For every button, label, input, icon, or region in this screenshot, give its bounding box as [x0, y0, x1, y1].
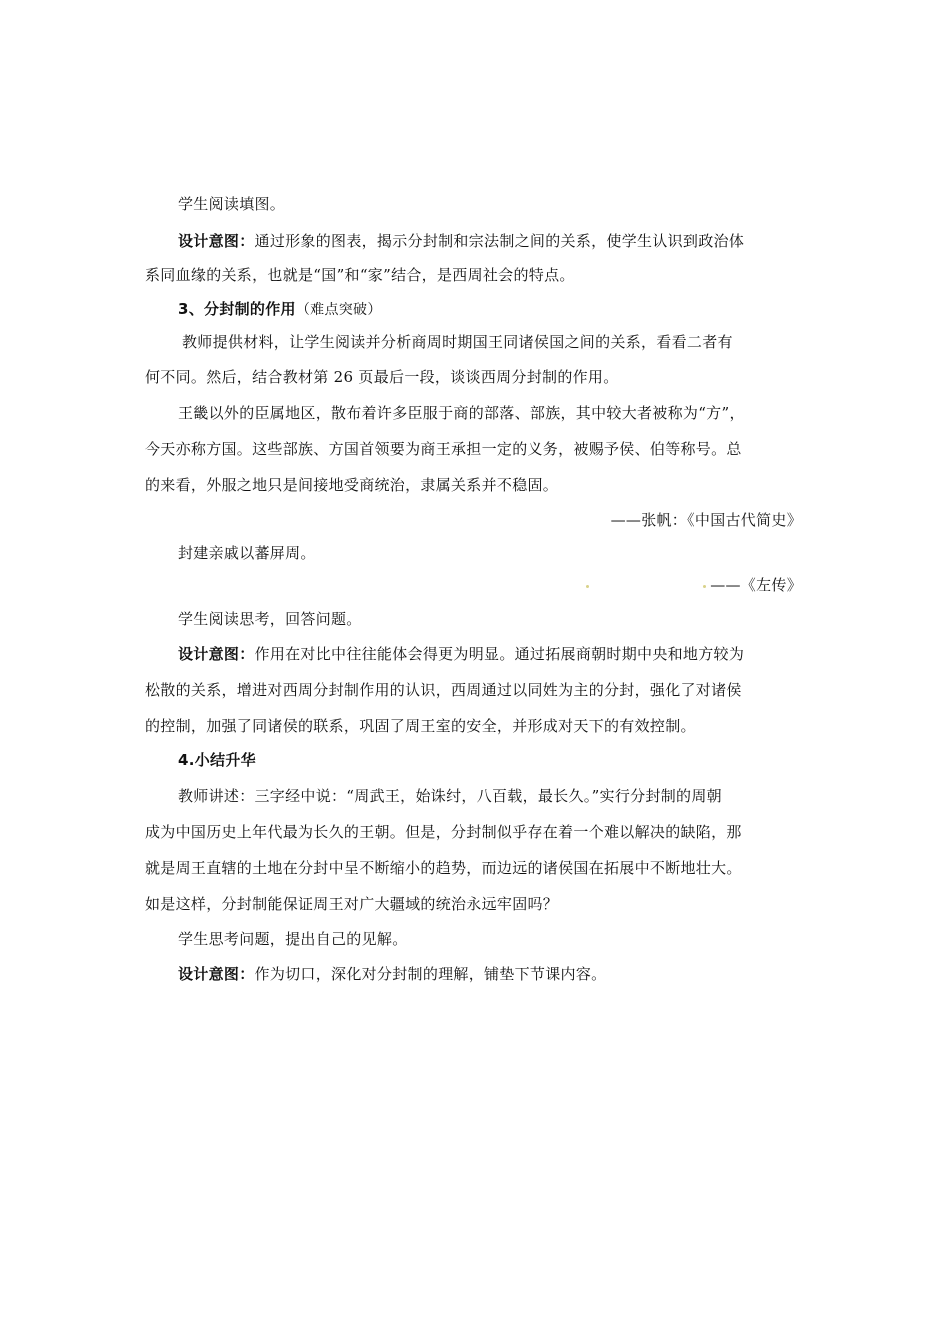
- teacher-material-line-1: 教师提供材料，让学生阅读并分析商周时期国王同诸侯国之间的关系，看看二者有: [182, 333, 733, 351]
- design-intent-text: 作为切口，深化对分封制的理解，铺垫下节课内容。: [254, 965, 607, 983]
- quote-1-line-1: 王畿以外的臣属地区，散布着许多臣服于商的部落、部族，其中较大者被称为“方”，: [178, 404, 745, 422]
- section-3-note: （难点突破）: [295, 302, 382, 318]
- design-intent-2-line-1: [178, 644, 744, 664]
- quote-2-source: ——《左传》: [710, 576, 802, 594]
- design-intent-text: 作用在对比中往往能体会得更为明显。通过拓展商朝时期中央和地方较为: [254, 645, 745, 663]
- design-intent-3-line-1: [178, 964, 606, 984]
- quote-1-line-2: 今天亦称方国。这些部族、方国首领要为商王承担一定的义务，被赐予侯、伯等称号。总: [145, 440, 742, 458]
- design-intent-label: 设计意图：: [178, 232, 255, 250]
- teacher-lecture-line-2: 成为中国历史上年代最为长久的王朝。但是，分封制似乎存在着一个难以解决的缺陷，那: [145, 823, 742, 841]
- paragraph-student-opinion: 学生思考问题，提出自己的见解。: [178, 930, 408, 948]
- design-intent-label: 设计意图：: [178, 965, 255, 983]
- marker-dot: [703, 585, 706, 588]
- teacher-lecture-line-3: 就是周王直辖的土地在分封中呈不断缩小的趋势，而边远的诸侯国在拓展中不断地壮大。: [145, 859, 742, 877]
- design-intent-1-line-2: 系同血缘的关系，也就是“国”和“家”结合，是西周社会的特点。: [145, 266, 575, 284]
- quote-2: 封建亲戚以蕃屏周。: [178, 544, 316, 562]
- teacher-lecture-line-4: 如是这样，分封制能保证周王对广大疆域的统治永远牢固吗？: [145, 895, 559, 913]
- design-intent-1-line-1: [178, 231, 744, 251]
- quote-1-line-3: 的来看，外服之地只是间接地受商统治，隶属关系并不稳固。: [145, 476, 559, 494]
- paragraph-student-fill-map: 学生阅读填图。: [178, 195, 286, 213]
- design-intent-2-line-2: 松散的关系，增进对西周分封制作用的认识，西周通过以同姓为主的分封，强化了对诸侯: [145, 681, 742, 699]
- section-3-title: 3、分封制的作用: [178, 300, 296, 318]
- section-4-title: 4.小结升华: [178, 751, 256, 769]
- section-3-heading: [178, 299, 382, 320]
- marker-dot: [586, 585, 589, 588]
- design-intent-2-line-3: 的控制，加强了同诸侯的联系，巩固了周王室的安全，并形成对天下的有效控制。: [145, 717, 696, 735]
- design-intent-text: 通过形象的图表，揭示分封制和宗法制之间的关系，使学生认识到政治体: [254, 232, 745, 250]
- paragraph-student-think: 学生阅读思考，回答问题。: [178, 610, 362, 628]
- teacher-material-line-2: 何不同。然后，结合教材第 26 页最后一段，谈谈西周分封制的作用。: [145, 368, 619, 386]
- teacher-lecture-line-1: 教师讲述：三字经中说：“周武王，始诛纣，八百载，最长久。”实行分封制的周朝: [178, 787, 722, 805]
- design-intent-label: 设计意图：: [178, 645, 255, 663]
- quote-1-source: ——张帆：《中国古代简史》: [610, 511, 802, 529]
